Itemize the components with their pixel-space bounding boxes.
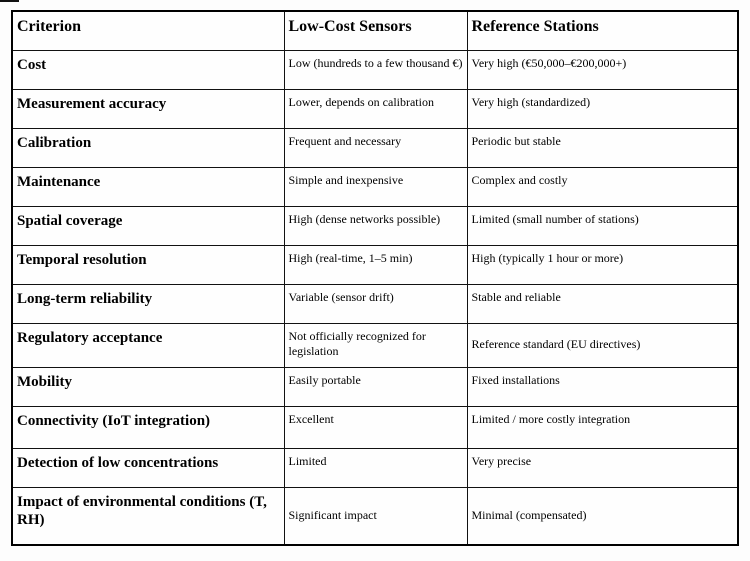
- low-cost-sensors-cell: Variable (sensor drift): [284, 284, 467, 323]
- column-header-criterion: Criterion: [12, 11, 284, 50]
- low-cost-sensors-cell: Low (hundreds to a few thousand €): [284, 50, 467, 89]
- low-cost-sensors-cell: Not officially recognized for legislation: [284, 323, 467, 367]
- low-cost-sensors-cell: Easily portable: [284, 367, 467, 406]
- table-row-environmental-impact: [12, 487, 738, 545]
- table-row-mobility: [12, 367, 738, 406]
- reference-stations-cell: Limited / more costly integration: [467, 406, 738, 448]
- reference-stations-cell: High (typically 1 hour or more): [467, 245, 738, 284]
- reference-stations-cell: Stable and reliable: [467, 284, 738, 323]
- low-cost-sensors-cell: Frequent and necessary: [284, 128, 467, 167]
- criterion-cell: Maintenance: [12, 167, 284, 206]
- reference-stations-cell: Very high (€50,000–€200,000+): [467, 50, 738, 89]
- reference-stations-cell: Minimal (compensated): [467, 487, 738, 545]
- reference-stations-cell: Very high (standardized): [467, 89, 738, 128]
- table-row-temporal-resolution: [12, 245, 738, 284]
- comparison-table: [11, 10, 739, 546]
- reference-stations-cell: Periodic but stable: [467, 128, 738, 167]
- table-row-maintenance: [12, 167, 738, 206]
- screen-edge-artifact: [0, 0, 19, 2]
- reference-stations-cell: Reference standard (EU directives): [467, 323, 738, 367]
- table-row-regulatory-acceptance: [12, 323, 738, 367]
- low-cost-sensors-cell: Limited: [284, 448, 467, 487]
- table-row-detection-low-concentrations: [12, 448, 738, 487]
- criterion-cell: Measurement accuracy: [12, 89, 284, 128]
- column-header-low-cost-sensors: Low-Cost Sensors: [284, 11, 467, 50]
- low-cost-sensors-cell: Significant impact: [284, 487, 467, 545]
- table-row-measurement-accuracy: [12, 89, 738, 128]
- low-cost-sensors-cell: Excellent: [284, 406, 467, 448]
- low-cost-sensors-cell: High (dense networks possible): [284, 206, 467, 245]
- criterion-cell: Long-term reliability: [12, 284, 284, 323]
- low-cost-sensors-cell: Simple and inexpensive: [284, 167, 467, 206]
- reference-stations-cell: Limited (small number of stations): [467, 206, 738, 245]
- criterion-cell: Spatial coverage: [12, 206, 284, 245]
- low-cost-sensors-cell: Lower, depends on calibration: [284, 89, 467, 128]
- table-row-long-term-reliability: [12, 284, 738, 323]
- table-header-row: [12, 11, 738, 50]
- reference-stations-cell: Very precise: [467, 448, 738, 487]
- criterion-cell: Connectivity (IoT integration): [12, 406, 284, 448]
- criterion-cell: Regulatory acceptance: [12, 323, 284, 367]
- criterion-cell: Impact of environmental conditions (T, RH): [12, 487, 284, 545]
- column-header-reference-stations: Reference Stations: [467, 11, 738, 50]
- table-row-cost: [12, 50, 738, 89]
- reference-stations-cell: Fixed installations: [467, 367, 738, 406]
- criterion-cell: Calibration: [12, 128, 284, 167]
- criterion-cell: Cost: [12, 50, 284, 89]
- table-row-connectivity: [12, 406, 738, 448]
- table-row-calibration: [12, 128, 738, 167]
- table-row-spatial-coverage: [12, 206, 738, 245]
- low-cost-sensors-cell: High (real-time, 1–5 min): [284, 245, 467, 284]
- reference-stations-cell: Complex and costly: [467, 167, 738, 206]
- criterion-cell: Mobility: [12, 367, 284, 406]
- criterion-cell: Temporal resolution: [12, 245, 284, 284]
- criterion-cell: Detection of low concentrations: [12, 448, 284, 487]
